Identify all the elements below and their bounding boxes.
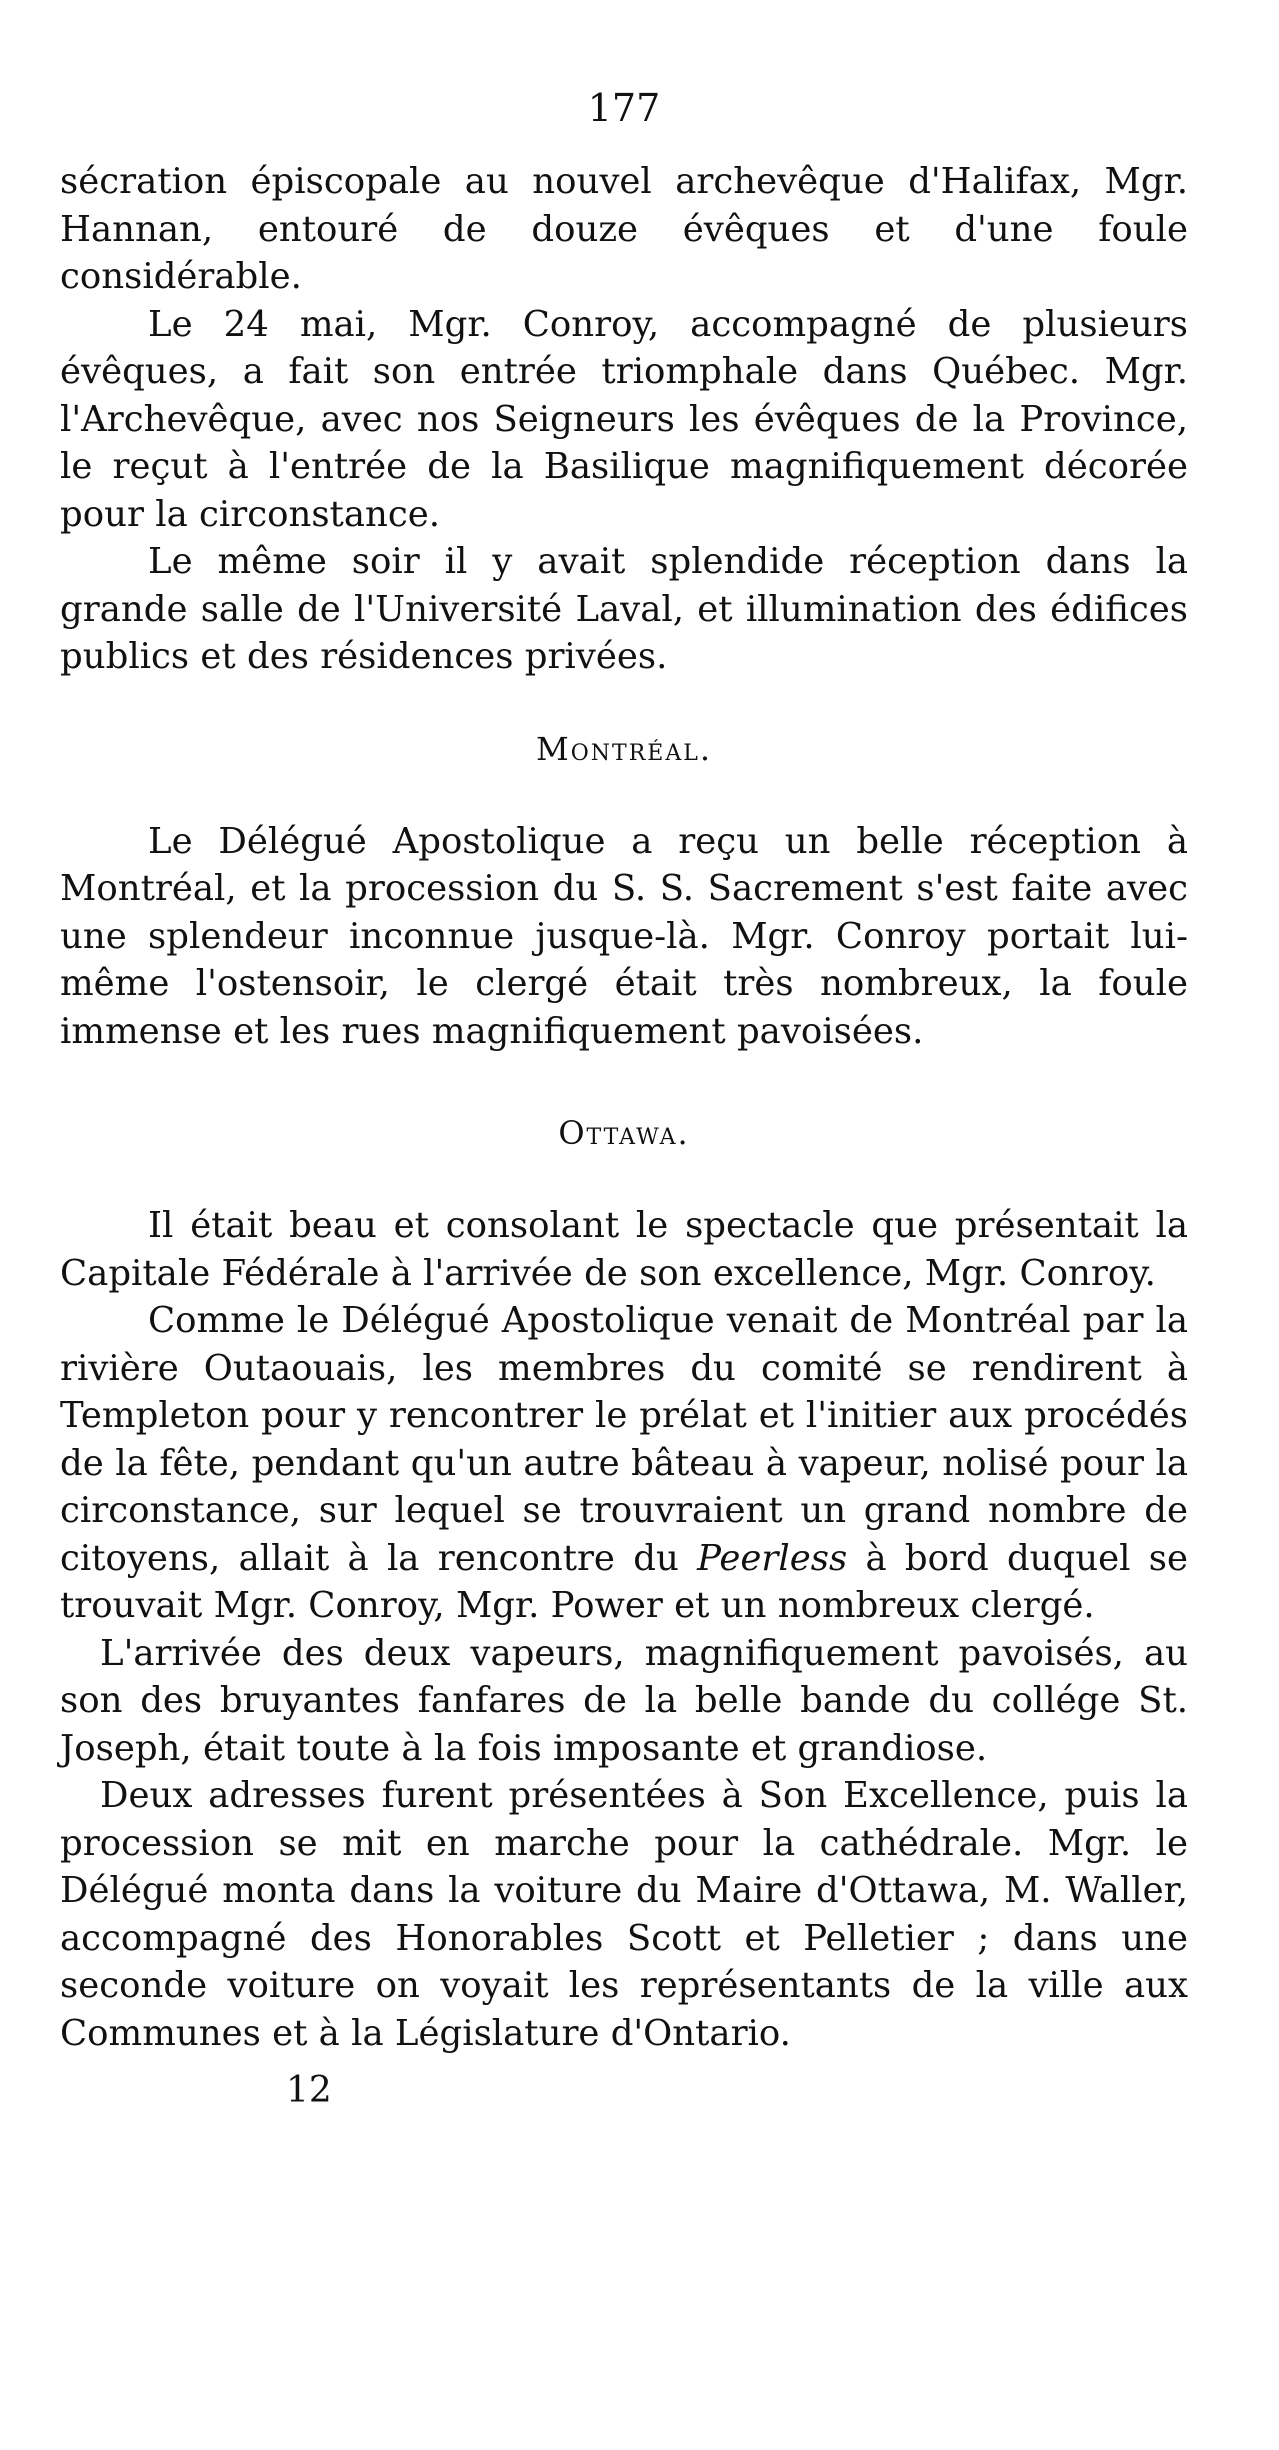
signature-mark: 12 xyxy=(286,2070,332,2111)
paragraph-quebec-entry: Le 24 mai, Mgr. Conroy, accompagné de plusieurs évêques, a fait son entrée triomphale dans Québec. Mgr. l'Archevêque, avec nos Seigneurs les évêques de la Province, le reçut à l'entrée de la Basilique magnifiquement décorée pour la circonstance. xyxy=(60,303,1188,535)
paragraph-ottawa-spectacle: Il était beau et consolant le spectacle que présentait la Capitale Fédérale à l'arrivée de son excellence, Mgr. Conroy. xyxy=(60,1205,1188,1294)
paragraph-ottawa-river-journey xyxy=(60,1297,1188,1630)
section-heading-montreal: Montréal. xyxy=(535,729,713,768)
paragraph-ottawa-river-journey-end: à bord duquel se trouvait Mgr. Conroy, Mgr. Power et un nombreux clergé. xyxy=(60,1537,1188,1626)
page-number: 177 xyxy=(587,86,661,130)
ship-name-peerless: Peerless xyxy=(697,1537,848,1579)
book-page xyxy=(60,80,1188,2420)
paragraph-ottawa-steamers-arrival: L'arrivée des deux vapeurs, magnifiquement pavoisés, au son des bruyantes fanfares de la belle bande du collége St. Joseph, était toute à la fois imposante et grandiose. xyxy=(60,1632,1188,1769)
paragraph-ottawa-procession: Deux adresses furent présentées à Son Excellence, puis la procession se mit en marche pour la cathédrale. Mgr. le Délégué monta dans la voiture du Maire d'Ottawa, M. Waller, accompagné des Honorables Scott et Pelletier ; dans une seconde voiture on voyait les représentants de la ville aux Communes et à la Législature d'Ontario. xyxy=(60,1775,1188,2054)
paragraph-laval-reception: Le même soir il y avait splendide réception dans la grande salle de l'Université Laval, et illumination des édifices publics et des résidences privées. xyxy=(60,541,1188,677)
paragraph-consecration-continued: sécration épiscopale au nouvel archevêque d'Halifax, Mgr. Hannan, entouré de douze évêques et d'une foule considérable. xyxy=(60,161,1188,297)
section-heading-ottawa: Ottawa. xyxy=(558,1114,690,1152)
paragraph-montreal-reception: Le Délégué Apostolique a reçu un belle réception à Montréal, et la procession du S. S. Sacrement s'est faite avec une splendeur inconnue jusque-là. Mgr. Conroy portait lui-même l'ostensoir, le clergé était très nombreux, la foule immense et les rues magnifiquement pavoisées. xyxy=(60,820,1188,1052)
paragraph-ottawa-river-journey-start: Comme le Délégué Apostolique venait de Montréal par la rivière Outaouais, les membres du comité se rendirent à Templeton pour y rencontrer le prélat et l'initier aux procédés de la fête, pendant qu'un autre bâteau à vapeur, nolisé pour la circonstance, sur lequel se trouvraient un grand nombre de citoyens, allait à la rencontre du xyxy=(60,1300,1188,1579)
